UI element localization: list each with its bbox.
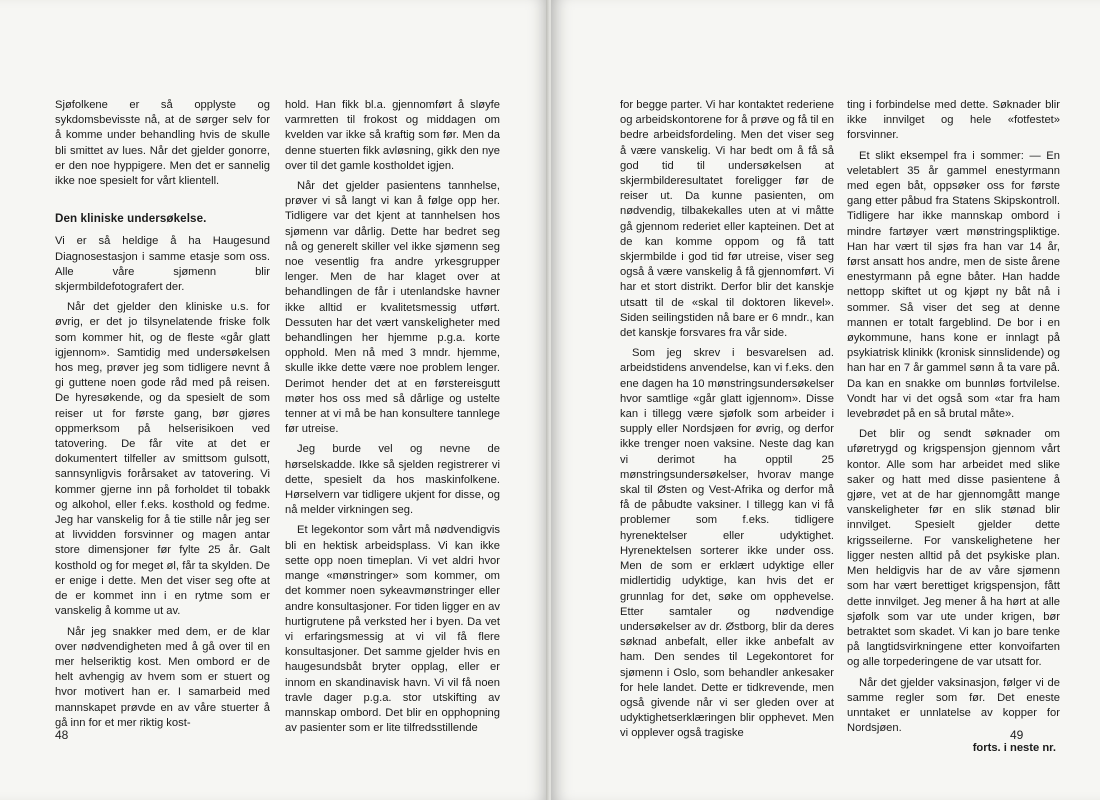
paragraph: Det blir og sendt søknader om uføretrygd og krigspensjon gjennom vårt kontor. Alle som har arbeidet med slike saker og hatt med disse pasientene å gjøre, vet at de har gjennomgått mange vanskeligheter før en slik stønad blir innvilget. Spesielt gjelder dette krigsseilerne. For vanskelighetene her ligger nesten alltid på det psykiske plan. Men heldigvis har de av våre sjømenn som har vært berettiget krigspensjon, fått dette innvilget. Jeg mener å ha hørt at alle sjøfolk som var ute under krigen, bør betraktet som skadet. Vi kan jo bare tenke på langtidsvirkningene etter konvoifarten og alle torpederingene de var utsatt for. <box>847 428 1060 669</box>
page-number: 48 <box>55 728 69 742</box>
paragraph: Som jeg skrev i besvarelsen ad. arbeidstidens anvendelse, kan vi f.eks. den ene dagen ha 10 mønstringsundersøkelser hvor samtlige «går glatt igjennom». Disse kan i tillegg være sjøfolk som arbeider i supply eller Nordsjøen for øvrig, og derfor ikke trenger noen vaksine. Neste dag kan vi derimot ha opptil 25 mønstringsundersøkelser, hvorav mange skal til Østen og Vest-Afrika og derfor må få de påbudte vaksiner. I tillegg kan vi få problemer som f.eks. tidligere hyrenektelser eller udyktighet. Hyrenektelsen sorterer ikke under oss. Men de som er erklært udyktige eller midlertidig udyktige, kan hvis det er grunnlag for det, søke om opphevelse. Etter samtaler og nødvendige undersøkelser av dr. Østborg, blir da deres søknad anbefalt, eller ikke anbefalt av ham. Den sendes til Legekontoret for sjømenn i Oslo, som behandler ankesaker for hele landet. Dette er tidkrevende, men også givende når vi ser gleden over at udyktighetserklæringen blir opphevet. Men vi opplever også tragiske <box>620 347 834 740</box>
paragraph: Et legekontor som vårt må nødvendigvis bli en hektisk arbeidsplass. Vi kan ikke sette opp noen timeplan. Vi vet aldri hvor mange «mønstringer» som kommer, om det kommer noen sykeavmønstringer eller andre konsultasjoner. For tiden ligger en av hurtigrutene på verksted her i byen. Da vet vi erfaringsmessig at vi vil få flere konsultasjoner. Det samme gjelder hvis en haugesundsbåt bryter opplag, eller er innom en skandinavisk havn. Vi vil få noen travle dager p.g.a. stor utskifting av mannskap ombord. Det blir en opphopning av pasienter som er lite tilfredsstillende <box>285 524 500 735</box>
paragraph: for begge parter. Vi har kontaktet rederiene og arbeidskontorene for å prøve og få til en bedre arbeidsfordeling. Men det viser seg å være vanskelig. Vi har bedt om å få så god tid til undersøkelsen at skjermbilderesultatet foreligger før de reiser ut. Da kunne pasienten, om nødvendig, tilbakekalles uten at vi måtte gå gjennom rederiet eller kapteinen. Det at de kan komme oppom og få tatt skjermbilde i god tid før utreise, viser seg også å være vanskelig å få gjennomført. Vi har et stort distrikt. Derfor blir det kanskje utsatt til de «skal til doktoren likevel». Siden seilingstiden nå bare er 6 mndr., kan det kanskje forsvares fra vår side. <box>620 99 834 340</box>
paragraph: ting i forbindelse med dette. Søknader blir ikke innvilget og hele «fotfestet» forsvinner. <box>847 99 1060 142</box>
paragraph: Når det gjelder vaksinasjon, følger vi de samme regler som før. Det eneste unntaket er unnlatelse av kopper for Nordsjøen. <box>847 676 1060 735</box>
left-page-column-2 <box>285 98 500 741</box>
paragraph: Når det gjelder den kliniske u.s. for øvrig, er det jo tilsynelatende friske folk som kommer hit, og de fleste «går glatt igjennom». Samtidig med undersøkelsen hos meg, prøver jeg som tidligere nevnt å gi guttene noen gode råd med på reisen. De hyresøkende, og da spesielt de som reiser ut for første gang, bør gjøres oppmerksom på helserisikoen ved tatovering. De får vite at det er dokumentert tilfeller av smittsom gulsott, sannsynligvis forårsaket av tatovering. Vi kommer gjerne inn på forholdet til tobakk og alkohol, eller f.eks. kosthold og fedme. Jeg har vanskelig for å tie stille når jeg ser at livvidden forsvinner og magen antar store dimensjoner før fylte 25 år. Galt kosthold og for meget øl, får ta skylden. De er enige i dette. Men det viser seg ofte at de er kommet inn i en rytme som er vanskelig å komme ut av. <box>55 301 270 618</box>
paragraph: Et slikt eksempel fra i sommer: — En veletablert 35 år gammel enestyrmann med egen båt, oppsøker oss for første gang etter påbud fra Statens Skipskontroll. Tidligere har ikke mannskap ombord i mindre fartøyer vært mønstringspliktige. Han har vært til sjøs fra han var 14 år, først ansatt hos andre, men de siste årene enestyrmann på egne båter. Han hadde nettopp skiftet ut og kjøpt ny båt nå i sommer. Så viser det seg at denne mannen er totalt fargeblind. De bor i en øykommune, hans kone er innlagt på psykiatrisk klinikk (kronisk sinnslidende) og han har en 7 år gammel sønn å ta vare på. Da kan en snakke om bunnløs fortvilelse. Vondt har vi det også som «tar fra ham levebrødet på en så brutal måte». <box>847 149 1060 421</box>
left-page <box>0 0 549 800</box>
right-page-column-1 <box>620 98 834 747</box>
paragraph: Når jeg snakker med dem, er de klar over nødvendigheten med å gå over til en mer helseriktig kost. Men ombord er de helt avhengig av hvem som er stuert og hvor motivert han er. I samarbeid med mannskapet prøvde en av våre stuerter å gå inn for et mer riktig kost- <box>55 625 270 729</box>
continued-note: forts. i neste nr. <box>972 742 1056 755</box>
paragraph: hold. Han fikk bl.a. gjennomført å sløyfe varmretten til frokost og middagen om kvelden var ikke så kraftig som før. Men da denne stuerten fikk avløsning, gikk den nye over til det gamle kostholdet igjen. <box>285 99 500 172</box>
paragraph: Vi er så heldige å ha Haugesund Diagnosestasjon i samme etasje som oss. Alle våre sjømenn blir skjermbildefotografert der. <box>55 235 270 294</box>
paragraph: Sjøfolkene er så opplyste og sykdomsbevisste nå, at de sørger selv for å komme under behandling hvis de skulle bli smittet av lues. Når det gjelder gonorre, er den noe hyppigere. Men det er sannelig ikke noe spesielt for vårt klientell. <box>55 99 270 188</box>
page-number: 49 <box>1010 728 1024 742</box>
section-heading: Den kliniske undersøkelse. <box>55 212 207 226</box>
left-page-column-1 <box>55 98 270 736</box>
paragraph: Når det gjelder pasientens tannhelse, prøver vi så langt vi kan å følge opp her. Tidligere var det kjent at tannhelsen hos sjømenn var dårlig. Dette har bedret seg nå og generelt skiller vel ikke sjømenn seg noe vesentlig fra andre yrkesgrupper lenger. Men de har klaget over at behandlingen de får i utenlandske havner ikke alltid er kvalitetsmessig utført. Dessuten har det vært vanskeligheter med behandlingen her hjemme p.g.a. korte opphold. Men nå med 3 mndr. hjemme, skulle ikke dette være noe problem lenger. Derimot hender det at en førstereisgutt møter hos oss med så dårlige og ustelte tenner at vi må be han konsultere tannlege før utreise. <box>285 180 500 436</box>
right-page-column-2 <box>847 98 1060 757</box>
paragraph: Jeg burde vel og nevne de hørselskadde. Ikke så sjelden registrerer vi dette, spesielt da hos maskinfolkene. Hørselvern var tidligere ukjent for disse, og nå melder virkningen seg. <box>285 443 500 517</box>
